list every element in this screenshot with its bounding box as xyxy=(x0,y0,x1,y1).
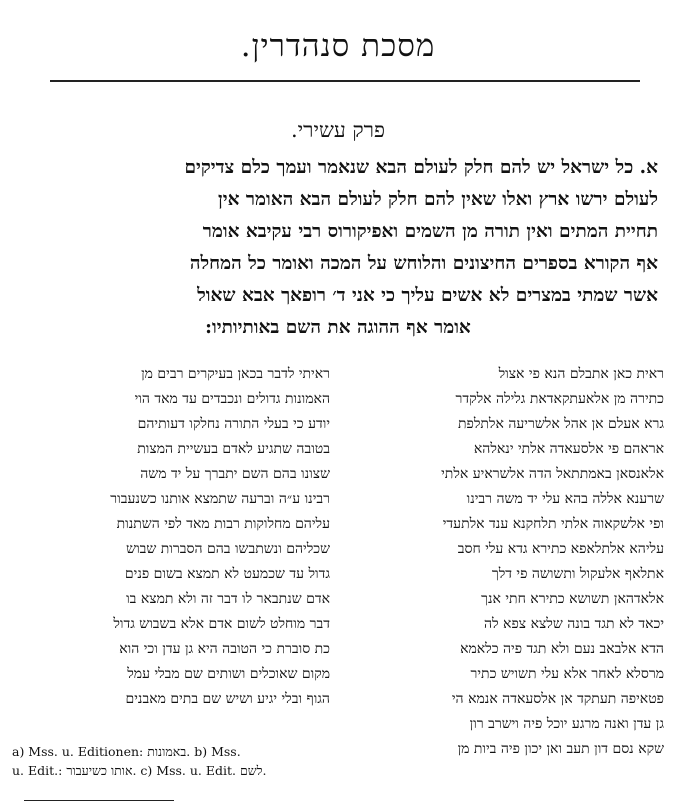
commentary-line: ראית כאן אתבלם הנא פי אצול xyxy=(498,366,664,382)
commentary-line: מרסלא לאחר אלא עלי תשויש כתיר xyxy=(470,666,664,682)
footnote-line: u. Edit.: אותו כשיעבור. c) Mss. u. Edit. לשם. xyxy=(12,763,267,778)
footnote-line: a) Mss. u. Editionen: באמונות. b) Mss. xyxy=(12,744,241,759)
commentary-line: אלאנסאן באמתתאל הדה אלשראיע אלתי xyxy=(441,466,664,482)
footnote-divider xyxy=(24,800,174,801)
commentary-column-right xyxy=(346,362,664,762)
commentary-line: דבר מוחלט לשום אדם אלא בשבוש גדול xyxy=(113,616,330,632)
mishnah-line: אף הקורא בספרים החיצונים והלוחש על המכה ואומר כל המחלה xyxy=(189,253,658,274)
title-divider xyxy=(50,80,640,82)
commentary-line: פטאיפה תעתקד אן אלסעאדה אנמא הי xyxy=(451,691,664,707)
commentary-line: ופי אלשקאוה אלתי תלחקנא ענד אלתעדי xyxy=(442,516,664,532)
commentary-line: בטובה שתגיע לאדם בעשיית המצות xyxy=(137,441,330,457)
commentary-line: עליהם מחלוקות רבות מאד לפי השתנות xyxy=(116,516,330,532)
mishnah-line: א. כל ישראל יש להם חלק לעולם הבא שנאמר ועמך כלם צדיקים xyxy=(184,157,658,178)
commentary-line: גרא אעלם אן אהל אלשריעה אלתלפת xyxy=(457,416,664,432)
mishnah-line: אשר שמתי במצרים לא אשים עליך כי אני ד׳ רופאך אבא שאול xyxy=(197,285,658,306)
commentary-line: גן עדן ואנה מרגע יוכל פיה וישרב רון xyxy=(469,716,664,732)
commentary-line: יכאד לא תגד בונה שלצא צפא לה xyxy=(484,616,664,632)
commentary-line: גדול עד שכמעט לא תמצא בשום פנים xyxy=(124,566,330,582)
mishnah-line: תחיית המתים ואין תורה מן השמים ואפיקורוס רבי עקיבא אומר xyxy=(202,221,658,242)
footnotes xyxy=(12,742,330,780)
commentary-line: אראהם פי אלסעאדה אלתי ינאלהא xyxy=(473,441,664,457)
commentary-column-left xyxy=(12,362,330,712)
commentary-line: שצונו בהם השם יתברך על יד משה xyxy=(140,466,330,482)
chapter-heading: פרק עשירי. xyxy=(291,118,385,142)
mishnah-line: אומר אף ההוגה את השם באותיותיו: xyxy=(205,317,471,338)
tractate-title: מסכת סנהדרין. xyxy=(240,28,436,64)
commentary-line: אלאדהאן תשושא כתירא חתי אנך xyxy=(481,591,664,607)
commentary-line: מקום שאוכלים ושותים שם מבלי עמל xyxy=(127,666,330,682)
commentary-line: ראיתי לדבר בכאן בעיקרים רבים מן xyxy=(141,366,330,382)
commentary-line: אדם שנתבאר לו דבר זה ולא תמצא בו xyxy=(126,591,330,607)
commentary-line: שכליהם ונשתבשו בהם הסברות שבוש xyxy=(126,541,330,557)
commentary-line: האמונות גדולים ונכבדים עד מאד הוי xyxy=(134,391,330,407)
commentary-line: הגוף ובלי יגיע ושיש שם בתים מאבנים xyxy=(125,691,330,707)
commentary-line: רבינו ע״ה וברעה שתמצא אותנו כשנעבור xyxy=(110,491,330,507)
commentary-line: עליהא אלתלאפא כתירא גדא עלי חסב xyxy=(457,541,664,557)
mishnah-line: לעולם ירשו ארץ ואלו שאין להם חלק לעולם הבא האומר אין xyxy=(218,189,658,210)
commentary-line: הדא אלבאב נעם ולא תגד פיה כלאמא xyxy=(460,641,664,657)
commentary-line: יודע כי בעלי התורה נחלקו דעותיהם xyxy=(137,416,330,432)
commentary-line: שרענא אללה בהא עלי יד משה רבינו xyxy=(466,491,664,507)
commentary-line: כת סוברת כי הטובה היא גן עדן וכי הוא xyxy=(119,641,330,657)
commentary-line: אתלאף אלעקול ותשושה פי דלך xyxy=(491,566,664,582)
mishnah-text xyxy=(18,152,658,344)
commentary-line: כתירה מן אלאעתקאדאת גלילה אלקדר xyxy=(455,391,664,407)
commentary-line: שקא נסם דון תעב ואן יכון פיה ביות מן xyxy=(457,741,664,757)
